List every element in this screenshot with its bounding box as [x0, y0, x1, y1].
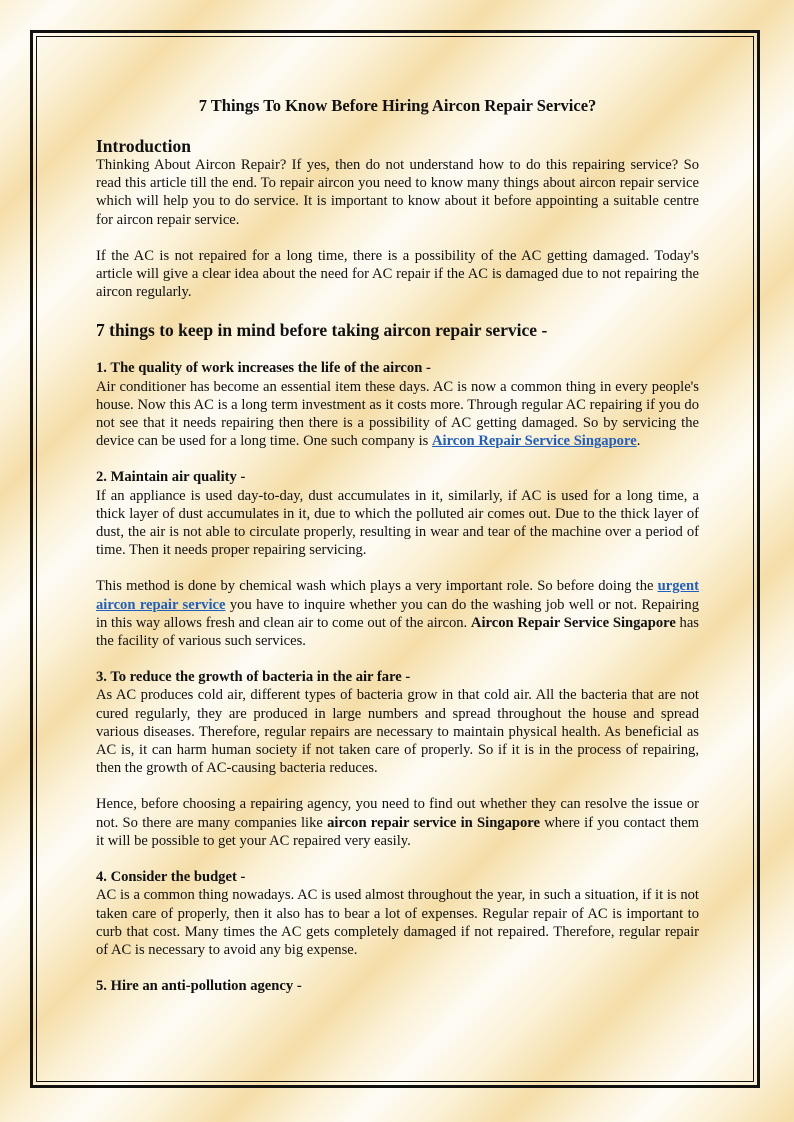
aircon-repair-link[interactable]: Aircon Repair Service Singapore	[431, 433, 637, 450]
urgent-repair-link[interactable]: urgent aircon repair service	[96, 578, 699, 613]
intro-paragraph-1: Thinking About Aircon Repair? If yes, then do not understand how to do this repairing service? So read this article till the end. To repair aircon you need to know many things about aircon repair service which will help you to do service. It is important to know about it before appointing a suitable centre for aircon repair service.	[96, 157, 699, 228]
section-4-heading: 4. Consider the budget -	[96, 869, 246, 886]
section-5	[96, 977, 699, 995]
section-1-heading: 1. The quality of work increases the life of the aircon -	[96, 360, 431, 377]
section-1-end: .	[636, 433, 641, 450]
article	[96, 96, 699, 1013]
section-2-text: If an appliance is used day-to-day, dust accumulates in it, similarly, if AC is used for a long time, a thick layer of dust accumulates in it, due to which the polluted air comes out. Due to the thick layer of dust, the air is not able to circulate properly, resulting in wear and tear of the machine over a period of time. Then it needs proper repairing servicing.	[96, 487, 699, 559]
section-2	[96, 468, 699, 559]
section-3-p2-b: where if you contact them it will be possible to get your AC repaired very easily.	[96, 814, 699, 849]
section-3-paragraph-2	[96, 795, 699, 850]
intro-heading: Introduction	[96, 136, 191, 156]
section-1	[96, 359, 699, 450]
section-3-text: As AC produces cold air, different types of bacteria grow in that cold air. All the bacteria that are not cured regularly, they are produced in large numbers and spread throughout the house and spread various diseases. Therefore, regular repairs are necessary to maintain physical health. As beneficial as AC is, it can harm human society if not taken care of properly. So if it is in the process of repairing, then the growth of AC-causing bacteria reduces.	[96, 687, 699, 777]
section-3-heading: 3. To reduce the growth of bacteria in the air fare -	[96, 669, 411, 686]
section-3-p2-a: Hence, before choosing a repairing agency, you need to find out whether they can resolve the issue or not. So there are many companies like	[96, 796, 699, 831]
section-2-paragraph-2	[96, 577, 699, 650]
section-2-p2-b: you have to inquire whether you can do the washing job well or not. Repairing in this way allows fresh and clean air to come out of the aircon.	[96, 596, 699, 631]
section-4	[96, 868, 699, 959]
article-title: 7 Things To Know Before Hiring Aircon Repair Service?	[198, 96, 597, 115]
section-3-p2-bold: aircon repair service in Singapore	[327, 814, 541, 831]
section-1-text: Air conditioner has become an essential item these days. AC is now a common thing in every people's house. Now this AC is a long term investment as it costs more. Through regular AC repairing if you do not see that it needs repairing then there is a possibility of AC getting damaged. So by servicing the device can be used for a long time. One such company is	[96, 378, 699, 450]
section-2-p2-bold: Aircon Repair Service Singapore	[470, 614, 676, 631]
main-heading: 7 things to keep in mind before taking aircon repair service -	[96, 320, 548, 341]
section-4-text: AC is a common thing nowadays. AC is used almost throughout the year, in such a situation, if it is not taken care of properly, then it also has to bear a lot of expenses. Regular repair of AC is important to curb that cost. Many times the AC gets completely damaged if not repaired. Therefore, regular repair of AC is necessary to avoid any big expense.	[96, 887, 699, 958]
section-5-heading: 5. Hire an anti-pollution agency -	[96, 978, 302, 995]
section-3	[96, 668, 699, 777]
section-2-p2-c: has the facility of various such services.	[96, 614, 699, 650]
section-2-p2-a: This method is done by chemical wash which plays a very important role. So before doing the	[96, 578, 658, 595]
intro-paragraph-2: If the AC is not repaired for a long time, there is a possibility of the AC getting damaged. Today's article will give a clear idea about the need for AC repair if the AC is damaged due to not repairing the aircon regularly.	[96, 247, 699, 301]
section-2-heading: 2. Maintain air quality -	[96, 469, 246, 486]
